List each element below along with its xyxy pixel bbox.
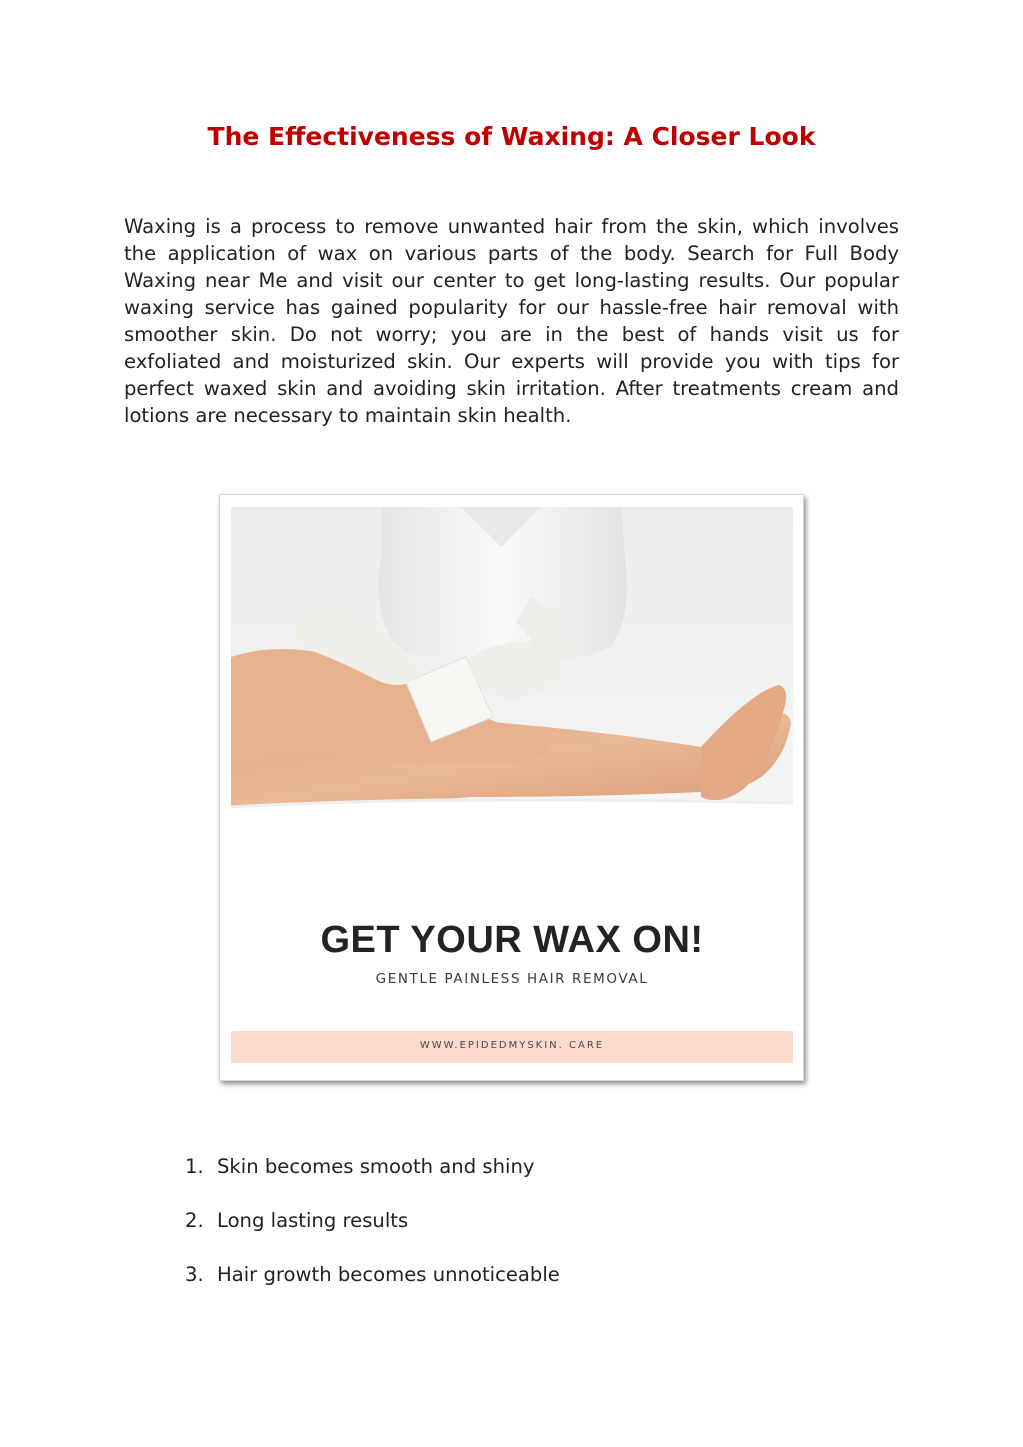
- promo-image: [219, 494, 804, 1081]
- list-number: 2.: [185, 1209, 204, 1232]
- benefits-list: [185, 1153, 560, 1315]
- promo-subheadline: GENTLE PAINLESS HAIR REMOVAL: [375, 971, 649, 987]
- document-title: The Effectiveness of Waxing: A Closer Look: [207, 122, 816, 151]
- body-paragraph: Waxing is a process to remove unwanted hair from the skin, which involves the application of wax on various parts of the body. Search for Full Body Waxing near Me and visit our center to get long-lasting results. Our popular waxing service has gained popularity for our hassle-free hair removal with smoother skin. Do not worry; you are in the best of hands visit us for exfoliated and moisturized skin. Our experts will provide you with tips for perfect waxed skin and avoiding skin irritation. After treatments cream and lotions are necessary to maintain skin health.: [124, 215, 899, 427]
- list-item: [185, 1261, 560, 1315]
- list-item: [185, 1153, 560, 1207]
- promo-footer-band: [231, 1031, 793, 1063]
- list-text: Long lasting results: [217, 1209, 409, 1232]
- waxing-illustration: [231, 507, 793, 907]
- promo-headline: GET YOUR WAX ON!: [320, 919, 704, 961]
- list-item: [185, 1207, 560, 1261]
- waxing-photo: [231, 507, 793, 1067]
- promo-url: WWW.EPIDEDMYSKIN. CARE: [419, 1040, 605, 1051]
- list-text: Skin becomes smooth and shiny: [217, 1155, 535, 1178]
- list-number: 1.: [185, 1155, 204, 1178]
- list-text: Hair growth becomes unnoticeable: [217, 1263, 560, 1286]
- list-number: 3.: [185, 1263, 204, 1286]
